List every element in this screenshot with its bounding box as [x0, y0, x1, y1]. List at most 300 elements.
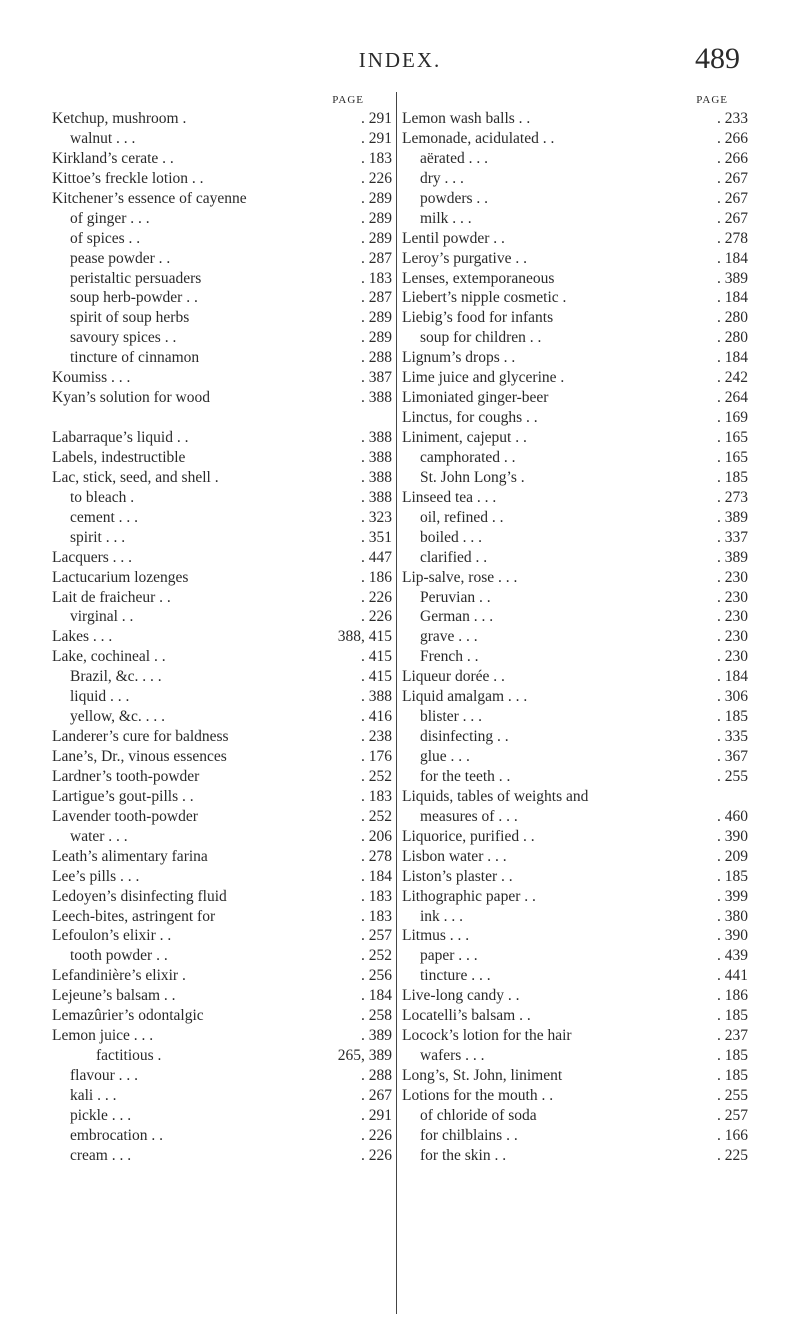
entry-term: Locock’s lotion for the hair — [402, 1027, 572, 1045]
index-entry — [52, 388, 392, 408]
index-entry — [402, 408, 748, 428]
index-entry — [52, 528, 392, 548]
entry-page-ref: 265, 389 — [337, 1047, 392, 1065]
entry-term: for the teeth . . — [420, 767, 511, 785]
entry-term: tooth powder . . — [70, 947, 168, 965]
index-entry — [52, 109, 392, 129]
entry-term: tincture . . . — [420, 967, 491, 985]
entry-page-ref: . 291 — [361, 129, 392, 147]
entry-page-ref: . 255 — [717, 1086, 748, 1104]
entry-term: Linseed tea . . . — [402, 488, 497, 506]
entry-page-ref: . 441 — [717, 967, 748, 985]
index-entry — [52, 328, 392, 348]
entry-page-ref: . 267 — [717, 169, 748, 187]
index-entry — [402, 269, 748, 289]
entry-term: Peruvian . . — [420, 588, 491, 606]
entry-term: soup herb-powder . . — [70, 289, 198, 307]
entry-page-ref: . 230 — [717, 648, 748, 666]
entry-page-ref: . 185 — [717, 1067, 748, 1084]
index-entry — [402, 328, 748, 348]
index-entry — [402, 1026, 748, 1046]
entry-term: Lardner’s tooth-powder — [52, 767, 200, 785]
index-gap — [52, 408, 392, 428]
entry-term: of ginger . . . — [70, 209, 150, 227]
entry-page-ref: . 267 — [361, 1086, 392, 1104]
entry-term: Liqueur dorée . . — [402, 668, 505, 686]
index-entry — [402, 308, 748, 328]
entry-term: Lotions for the mouth . . — [402, 1086, 554, 1104]
entry-page-ref: . 184 — [361, 987, 392, 1005]
entry-page-ref: . 233 — [717, 110, 748, 127]
entry-page-ref: . 166 — [717, 1126, 748, 1144]
index-entry — [402, 747, 748, 767]
index-entry — [402, 109, 748, 129]
entry-page-ref: . 390 — [717, 927, 748, 945]
entry-term: aërated . . . — [420, 149, 488, 167]
entry-page-ref: . 291 — [361, 110, 392, 127]
entry-term: Lake, cochineal . . — [52, 648, 166, 666]
entry-page-ref: . 252 — [361, 807, 392, 825]
index-entry — [52, 468, 392, 488]
entry-term: Limoniated ginger-beer — [402, 389, 549, 407]
index-entry — [52, 448, 392, 468]
entry-page-ref: . 264 — [717, 389, 748, 407]
entry-term: flavour . . . — [70, 1067, 139, 1084]
index-entry — [52, 747, 392, 767]
entry-term: wafers . . . — [420, 1047, 485, 1065]
entry-page-ref: . 266 — [717, 149, 748, 167]
index-entry — [52, 827, 392, 847]
entry-term: Liniment, cajeput . . — [402, 429, 527, 446]
entry-term: yellow, &c. . . . — [70, 708, 165, 726]
entry-term: dry . . . — [420, 169, 464, 187]
index-entry — [402, 169, 748, 189]
entry-term: pease powder . . — [70, 249, 171, 267]
index-entry — [402, 209, 748, 229]
entry-term: cream . . . — [70, 1146, 132, 1164]
index-entry — [52, 1146, 392, 1166]
entry-term: Lee’s pills . . . — [52, 867, 140, 885]
index-entry — [402, 1126, 748, 1146]
entry-page-ref: . 186 — [361, 568, 392, 586]
entry-term: walnut . . . — [70, 129, 136, 147]
entry-term: Lakes . . . — [52, 628, 113, 646]
entry-term: pickle . . . — [70, 1106, 132, 1124]
entry-page-ref: . 387 — [361, 369, 392, 387]
entry-term: grave . . . — [420, 628, 478, 646]
entry-term: Lemon wash balls . . — [402, 110, 531, 127]
entry-page-ref: . 184 — [717, 349, 748, 367]
entry-page-ref: . 258 — [361, 1007, 392, 1025]
index-entry — [52, 926, 392, 946]
entry-page-ref: . 257 — [361, 927, 392, 945]
index-entry — [52, 907, 392, 927]
entry-term: St. John Long’s . — [420, 468, 525, 486]
entry-term: kali . . . — [70, 1086, 117, 1104]
entry-term: Litmus . . . — [402, 927, 470, 945]
index-entry — [402, 727, 748, 747]
entry-term: measures of . . . — [420, 807, 518, 825]
index-entry — [52, 1106, 392, 1126]
index-entry — [52, 787, 392, 807]
entry-page-ref: . 183 — [361, 787, 392, 805]
entry-term: liquid . . . — [70, 688, 130, 706]
page-number: 489 — [695, 42, 740, 75]
entry-page-ref: . 206 — [361, 827, 392, 845]
index-entry — [52, 249, 392, 269]
index-entry — [402, 388, 748, 408]
index-entry — [402, 129, 748, 149]
entry-term: camphorated . . — [420, 448, 516, 466]
entry-page-ref: . 415 — [361, 648, 392, 666]
index-entry — [52, 687, 392, 707]
entry-page-ref: . 388 — [361, 429, 392, 446]
entry-term: Leath’s alimentary farina — [52, 847, 208, 865]
entry-term: Lisbon water . . . — [402, 847, 507, 865]
entry-page-ref: . 184 — [361, 867, 392, 885]
entry-page-ref: . 289 — [361, 229, 392, 247]
index-entry — [402, 149, 748, 169]
index-entry — [52, 1066, 392, 1086]
entry-page-ref: . 185 — [717, 1007, 748, 1025]
entry-term: Kyan’s solution for wood — [52, 389, 211, 407]
entry-term: clarified . . — [420, 548, 488, 566]
index-entry — [402, 348, 748, 368]
entry-term: Lemon juice . . . — [52, 1027, 154, 1045]
entry-term: to bleach . — [70, 488, 135, 506]
entry-page-ref: . 267 — [717, 189, 748, 207]
index-entry — [52, 946, 392, 966]
entry-page-ref: . 183 — [361, 887, 392, 905]
entry-page-ref: . 255 — [717, 767, 748, 785]
entry-page-ref: . 389 — [717, 269, 748, 287]
index-entry — [402, 548, 748, 568]
entry-page-ref: . 226 — [361, 608, 392, 626]
entry-term: Liquorice, purified . . — [402, 827, 535, 845]
index-entry — [52, 627, 392, 647]
index-entry — [402, 288, 748, 308]
entry-term: milk . . . — [420, 209, 472, 227]
running-header — [0, 42, 800, 78]
entry-page-ref: . 186 — [717, 987, 748, 1005]
entry-page-ref: . 280 — [717, 309, 748, 327]
index-entry — [402, 368, 748, 388]
entry-page-ref: . 273 — [717, 488, 748, 506]
index-entry — [52, 568, 392, 588]
entry-term: Liebig’s food for infants — [402, 309, 554, 327]
entry-term: of chloride of soda — [420, 1106, 537, 1124]
entry-term: Live-long candy . . — [402, 987, 520, 1005]
index-entry — [52, 308, 392, 328]
entry-page-ref: . 289 — [361, 209, 392, 227]
entry-term: Labels, indestructible — [52, 448, 186, 466]
entry-page-ref: . 335 — [717, 728, 748, 746]
entry-page-ref: . 257 — [717, 1106, 748, 1124]
index-entry — [402, 1006, 748, 1026]
entry-term: peristaltic persuaders — [70, 269, 202, 287]
entry-page-ref: . 238 — [361, 728, 392, 746]
page-column-label: PAGE — [696, 94, 728, 106]
index-column-right — [402, 92, 748, 1166]
entry-term: cement . . . — [70, 508, 139, 526]
index-entry — [402, 926, 748, 946]
entry-page-ref: . 165 — [717, 448, 748, 466]
entry-page-ref: . 185 — [717, 468, 748, 486]
entry-page-ref: . 287 — [361, 289, 392, 307]
index-entry — [402, 867, 748, 887]
entry-term: Leroy’s purgative . . — [402, 249, 527, 267]
entry-page-ref: . 323 — [361, 508, 392, 526]
index-entry — [52, 288, 392, 308]
index-entry — [402, 508, 748, 528]
entry-page-ref: . 185 — [717, 708, 748, 726]
index-entry — [402, 986, 748, 1006]
entry-page-ref: . 389 — [717, 508, 748, 526]
index-entry — [52, 887, 392, 907]
index-entry — [52, 428, 392, 448]
index-entry — [402, 229, 748, 249]
entry-page-ref: . 230 — [717, 608, 748, 626]
entry-term: paper . . . — [420, 947, 478, 965]
index-entry — [402, 647, 748, 667]
entry-page-ref: 388, 415 — [337, 628, 392, 646]
index-entry — [402, 667, 748, 687]
entry-page-ref: . 460 — [717, 807, 748, 825]
index-entry — [52, 807, 392, 827]
entry-term: Lentil powder . . — [402, 229, 505, 247]
entry-page-ref: . 225 — [717, 1146, 748, 1164]
index-entry — [52, 348, 392, 368]
entry-term: Kittoe’s freckle lotion . . — [52, 169, 204, 187]
entry-term: Lignum’s drops . . — [402, 349, 516, 367]
entry-page-ref: . 388 — [361, 389, 392, 407]
entry-term: oil, refined . . — [420, 508, 504, 526]
index-entries-left — [52, 109, 392, 1166]
entry-term: Long’s, St. John, liniment — [402, 1067, 563, 1084]
index-entry — [402, 1086, 748, 1106]
index-entry — [402, 1066, 748, 1086]
entry-page-ref: . 288 — [361, 349, 392, 367]
entry-page-ref: . 351 — [361, 528, 392, 546]
entry-page-ref: . 184 — [717, 249, 748, 267]
entry-page-ref: . 226 — [361, 169, 392, 187]
entry-page-ref: . 183 — [361, 269, 392, 287]
index-entry — [52, 607, 392, 627]
entry-page-ref: . 183 — [361, 149, 392, 167]
index-entry — [52, 647, 392, 667]
entry-term: Lithographic paper . . — [402, 887, 536, 905]
entry-page-ref: . 242 — [717, 369, 748, 387]
entry-term: spirit . . . — [70, 528, 126, 546]
entry-term: embrocation . . — [70, 1126, 163, 1144]
index-entry — [52, 269, 392, 289]
index-entry — [52, 548, 392, 568]
index-entry — [402, 568, 748, 588]
entry-page-ref: . 367 — [717, 748, 748, 765]
index-entry — [52, 727, 392, 747]
index-entry — [402, 1146, 748, 1166]
entry-page-ref: . 184 — [717, 289, 748, 307]
index-entry — [402, 966, 748, 986]
entry-term: Lemazûrier’s odontalgic — [52, 1007, 204, 1025]
entry-page-ref: . 439 — [717, 947, 748, 965]
entry-page-ref: . 226 — [361, 1126, 392, 1144]
entry-term: Lactucarium lozenges — [52, 568, 189, 586]
entry-page-ref: . 252 — [361, 947, 392, 965]
entry-page-ref: . 388 — [361, 688, 392, 706]
entry-page-ref: . 230 — [717, 628, 748, 646]
entry-term: Lane’s, Dr., vinous essences — [52, 748, 227, 765]
index-entry — [402, 448, 748, 468]
entry-page-ref: . 169 — [717, 409, 748, 427]
index-entry — [402, 767, 748, 787]
index-entry — [52, 667, 392, 687]
index-entry — [402, 907, 748, 927]
index-entry — [52, 169, 392, 189]
entry-term: French . . — [420, 648, 479, 666]
entry-term: tincture of cinnamon — [70, 349, 200, 367]
entry-page-ref: . 447 — [361, 548, 392, 566]
entry-term: soup for children . . — [420, 329, 542, 347]
entry-page-ref: . 399 — [717, 887, 748, 905]
entry-term: Brazil, &c. . . . — [70, 668, 162, 686]
entry-page-ref: . 416 — [361, 708, 392, 726]
entry-term: glue . . . — [420, 748, 470, 765]
entry-term: Kitchener’s essence of cayenne — [52, 189, 247, 207]
index-entry — [402, 588, 748, 608]
running-title: INDEX. — [358, 48, 442, 72]
entry-page-ref: . 185 — [717, 1047, 748, 1065]
index-entry — [402, 807, 748, 827]
index-entry — [402, 468, 748, 488]
entry-page-ref: . 289 — [361, 329, 392, 347]
entry-term: Koumiss . . . — [52, 369, 131, 387]
entry-page-ref: . 230 — [717, 588, 748, 606]
entry-term: powders . . — [420, 189, 489, 207]
entry-page-ref: . 267 — [717, 209, 748, 227]
entry-page-ref: . 388 — [361, 488, 392, 506]
entry-page-ref: . 226 — [361, 588, 392, 606]
page-column-label: PAGE — [332, 94, 364, 106]
entry-page-ref: . 380 — [717, 907, 748, 925]
entry-term: ink . . . — [420, 907, 464, 925]
entry-term: for the skin . . — [420, 1146, 507, 1164]
index-column-left — [52, 92, 392, 1166]
index-entry — [402, 627, 748, 647]
entry-page-ref: . 209 — [717, 847, 748, 865]
index-entry — [402, 946, 748, 966]
index-entry — [402, 528, 748, 548]
index-entry — [402, 249, 748, 269]
index-entry — [52, 129, 392, 149]
index-entry — [52, 508, 392, 528]
entry-term: Ketchup, mushroom . — [52, 110, 187, 127]
entry-page-ref: . 388 — [361, 448, 392, 466]
column-divider — [396, 92, 397, 1314]
entry-term: Liston’s plaster . . — [402, 867, 513, 885]
index-entry — [52, 588, 392, 608]
entry-term: Liquids, tables of weights and — [402, 787, 589, 805]
index-entry — [402, 707, 748, 727]
index-entry — [52, 229, 392, 249]
entry-page-ref: . 237 — [717, 1027, 748, 1045]
entry-term: water . . . — [70, 827, 128, 845]
entry-page-ref: . 306 — [717, 688, 748, 706]
entry-page-ref: . 415 — [361, 668, 392, 686]
entry-term: Lefoulon’s elixir . . — [52, 927, 172, 945]
index-entry — [52, 149, 392, 169]
entry-term: Lait de fraicheur . . — [52, 588, 171, 606]
entry-term: of spices . . — [70, 229, 141, 247]
entry-page-ref: . 287 — [361, 249, 392, 267]
entry-term: factitious . — [96, 1047, 162, 1065]
index-entry — [52, 368, 392, 388]
entry-page-ref: . 230 — [717, 568, 748, 586]
entry-term: savoury spices . . — [70, 329, 177, 347]
entry-term: Lime juice and glycerine . — [402, 369, 565, 387]
entry-term: Labarraque’s liquid . . — [52, 429, 189, 446]
index-entry — [52, 189, 392, 209]
index-entry — [402, 847, 748, 867]
entry-term: Liebert’s nipple cosmetic . — [402, 289, 567, 307]
index-entry — [402, 887, 748, 907]
entry-term: Lefandinière’s elixir . — [52, 967, 186, 985]
index-entry — [52, 707, 392, 727]
entry-term: Locatelli’s balsam . . — [402, 1007, 531, 1025]
entry-page-ref: . 388 — [361, 468, 392, 486]
entry-term: Liquid amalgam . . . — [402, 688, 528, 706]
entry-term: disinfecting . . — [420, 728, 509, 746]
entry-page-ref: . 165 — [717, 429, 748, 446]
entry-page-ref: . 278 — [361, 847, 392, 865]
index-entry — [402, 827, 748, 847]
entry-term: Leech-bites, astringent for — [52, 907, 216, 925]
entry-term: for chilblains . . — [420, 1126, 518, 1144]
entry-term: Lip-salve, rose . . . — [402, 568, 518, 586]
index-entry — [52, 847, 392, 867]
entry-term: Kirkland’s cerate . . — [52, 149, 174, 167]
entry-page-ref: . 176 — [361, 748, 392, 765]
entry-term: boiled . . . — [420, 528, 482, 546]
entry-term: Lacquers . . . — [52, 548, 133, 566]
entry-term: Lavender tooth-powder — [52, 807, 198, 825]
index-entry — [52, 867, 392, 887]
index-entries-right — [402, 109, 748, 1166]
index-entry — [402, 687, 748, 707]
index-entry — [402, 787, 748, 807]
entry-page-ref: . 389 — [717, 548, 748, 566]
entry-page-ref: . 389 — [361, 1027, 392, 1045]
entry-term: virginal . . — [70, 608, 134, 626]
entry-term: Ledoyen’s disinfecting fluid — [52, 887, 227, 905]
index-entry — [52, 986, 392, 1006]
entry-term: Lac, stick, seed, and shell . — [52, 468, 219, 486]
index-entry — [402, 488, 748, 508]
entry-page-ref: . 256 — [361, 967, 392, 985]
entry-page-ref: . 288 — [361, 1067, 392, 1084]
entry-page-ref: . 278 — [717, 229, 748, 247]
entry-page-ref: . 337 — [717, 528, 748, 546]
index-entry — [402, 1046, 748, 1066]
entry-page-ref: . 280 — [717, 329, 748, 347]
index-entry — [402, 428, 748, 448]
entry-page-ref: . 185 — [717, 867, 748, 885]
entry-page-ref: . 289 — [361, 189, 392, 207]
index-entry — [52, 1086, 392, 1106]
entry-term: Lemonade, acidulated . . — [402, 129, 555, 147]
index-entry — [52, 1006, 392, 1026]
index-entry — [402, 607, 748, 627]
